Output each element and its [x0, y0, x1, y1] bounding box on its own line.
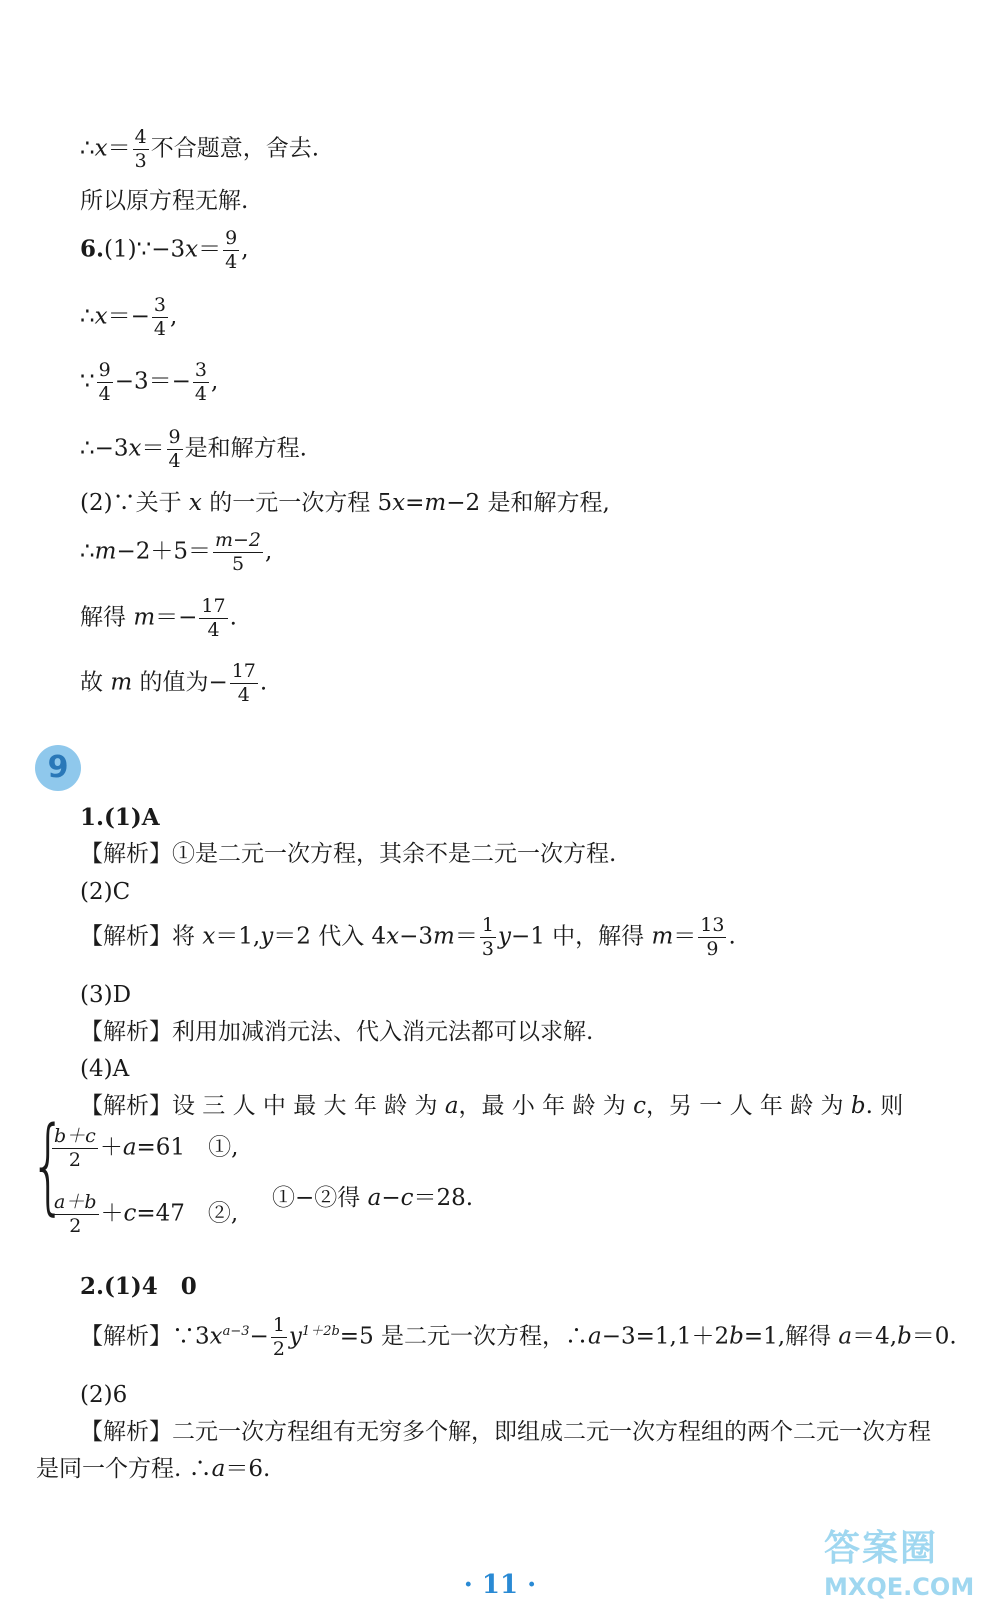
system-eq-2: $\frac{a+b}{2}$ ＋c=47 ②, — [54, 1191, 239, 1237]
fraction: $\frac{3}{4}$ — [194, 359, 208, 405]
fraction: $\frac{4}{3}$ — [134, 126, 147, 172]
line-x-value: ∴x＝− $\frac{3}{4}$ , — [80, 294, 178, 340]
system-eq-1: $\frac{b+c}{2}$ ＋a=61 ①, — [54, 1125, 239, 1171]
fraction: $\frac{3}{4}$ — [153, 294, 166, 340]
fraction: $\frac{13}{9}$ — [700, 914, 725, 960]
fraction: $\frac{1}{3}$ — [481, 914, 494, 960]
fraction: $\frac{m-2}{5}$ — [215, 529, 262, 575]
line-check: ∵ $\frac{9}{4}$ −3＝− $\frac{3}{4}$ , — [80, 359, 219, 405]
line-reject: ∴x＝ $\frac{4}{3}$ 不合题意，舍去. — [80, 126, 320, 172]
fraction: $\frac{17}{4}$ — [201, 595, 226, 641]
line-q2-2-analysis-cont: 是同一个方程. ∴a＝6. — [36, 1456, 271, 1482]
line-q2-1-analysis: 【解析】$\because 3x^{a-3}-$ $\frac{1}{2}$ $y^{1+2b}=5$ 是二元一次方程，∴a−3=1,1＋2b=1,解得 a＝4,b＝0. — [80, 1314, 957, 1360]
system-brace: { — [30, 1104, 67, 1226]
line-q1-1-analysis: 【解析】①是二元一次方程，其余不是二元一次方程. — [80, 841, 617, 867]
fraction: $\frac{1}{2}$ — [272, 1314, 285, 1360]
line-m-equation: ∴m−2＋5＝ $\frac{m-2}{5}$ , — [80, 529, 273, 575]
line-q6-1: 6.(1)∵−3x＝ $\frac{9}{4}$ , — [80, 227, 249, 273]
line-m-final: 故 m 的值为− $\frac{17}{4}$ . — [80, 660, 268, 706]
line-q1-3: (3)D — [80, 982, 132, 1008]
line-q1-1: 1.(1)A — [80, 804, 160, 831]
line-q1-2-analysis: 【解析】将 x＝1,y＝2 代入 4x−3m＝ $\frac{1}{3}$ y−1 中，解得 m＝ $\frac{13}{9}$ . — [80, 914, 736, 960]
watermark-logo — [824, 1520, 994, 1601]
line-q1-3-analysis: 【解析】利用加减消元法、代入消元法都可以求解. — [80, 1019, 594, 1045]
system-result: ①−②得 a−c＝28. — [272, 1185, 474, 1211]
fraction: $\frac{9}{4}$ — [98, 359, 111, 405]
fraction: $\frac{b+c}{2}$ — [54, 1125, 96, 1171]
line-conclusion-1: ∴−3x＝ $\frac{9}{4}$ 是和解方程. — [80, 426, 307, 472]
line-no-solution: 所以原方程无解. — [80, 188, 249, 214]
line-q1-2: (2)C — [80, 879, 131, 905]
section-badge: 9 — [35, 745, 81, 791]
watermark-domain: MXQE.COM — [824, 1573, 975, 1601]
line-q6-2: (2)∵关于 x 的一元一次方程 5x=m−2 是和解方程, — [80, 490, 610, 516]
page-number: · 11 · — [463, 1570, 537, 1600]
line-q2-2-analysis: 【解析】二元一次方程组有无穷多个解，即组成二元一次方程组的两个二元一次方程 — [80, 1419, 931, 1445]
fraction: $\frac{17}{4}$ — [231, 660, 256, 706]
fraction: $\frac{9}{4}$ — [168, 426, 181, 472]
watermark-text: 答案圈 — [824, 1528, 939, 1569]
line-m-solved: 解得 m＝− $\frac{17}{4}$ . — [80, 595, 237, 641]
line-q1-4: (4)A — [80, 1056, 130, 1082]
line-q2-2: (2)6 — [80, 1382, 128, 1408]
fraction: $\frac{9}{4}$ — [225, 227, 238, 273]
line-q1-4-analysis: 【解析】设 三 人 中 最 大 年 龄 为 a，最 小 年 龄 为 c，另 一 人 年 龄 为 b. 则 — [80, 1093, 904, 1119]
fraction: $\frac{a+b}{2}$ — [54, 1191, 97, 1237]
line-q2-1: 2.(1)4 0 — [80, 1273, 197, 1300]
